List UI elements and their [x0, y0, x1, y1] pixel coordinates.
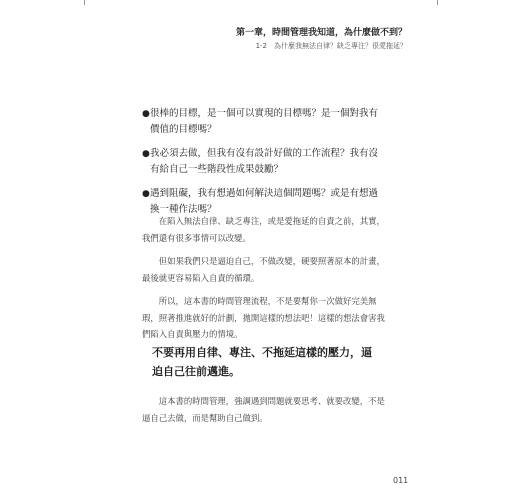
- question-list: [142, 106, 382, 226]
- emphasis-heading: 不要再用自律、專注、不拖延這樣的壓力，逼迫自己往前邁進。: [152, 346, 372, 378]
- page-number: 011: [393, 476, 409, 485]
- bullet-icon: ●: [142, 149, 150, 159]
- body-paragraph-2: 但如果我們只是逼迫自己，不做改變，硬要照著原本的計畫，最後就更容易陷入自責的循環。: [142, 256, 385, 283]
- list-item: [142, 146, 382, 178]
- crop-mark-left: [84, 0, 85, 5]
- chapter-title: 第一章，時間管理我知道，為什麼做不到？: [235, 28, 407, 38]
- bullet-icon: ●: [142, 189, 150, 199]
- list-item-text: 我必須去做，但我有沒有設計好做的工作流程？我有沒有給自己一些階段性成果鼓勵？: [150, 148, 379, 175]
- section-title: 1-2 為什麼我無法自律？缺乏專注？很愛拖延？: [255, 42, 407, 50]
- list-item-text: 遇到阻礙，我有想過如何解決這個問題嗎？或是有想過換一種作法嗎？: [150, 188, 379, 215]
- list-item: [142, 106, 382, 138]
- list-item-text: 很棒的目標，是一個可以實現的目標嗎？是一個對我有價值的目標嗎？: [150, 108, 379, 135]
- closing-paragraph: 這本書的時間管理，強調遇到問題就要思考、就要改變，不是逼自己去做，而是幫助自己做到。: [142, 396, 385, 423]
- running-header: [236, 27, 407, 52]
- crop-mark-right: [437, 0, 438, 5]
- bullet-icon: ●: [142, 109, 150, 119]
- body-paragraph-1: 在陷入無法自律、缺乏專注，或是愛拖延的自責之前，其實，我們還有很多事情可以改變。: [142, 216, 385, 243]
- body-paragraph-3: 所以，這本書的時間管理流程，不是要幫你一次做好完美無瑕，照著推進就好的計劃，拋開這樣的想法吧！這樣的想法會害我們陷入自責與壓力的情境。: [142, 296, 385, 339]
